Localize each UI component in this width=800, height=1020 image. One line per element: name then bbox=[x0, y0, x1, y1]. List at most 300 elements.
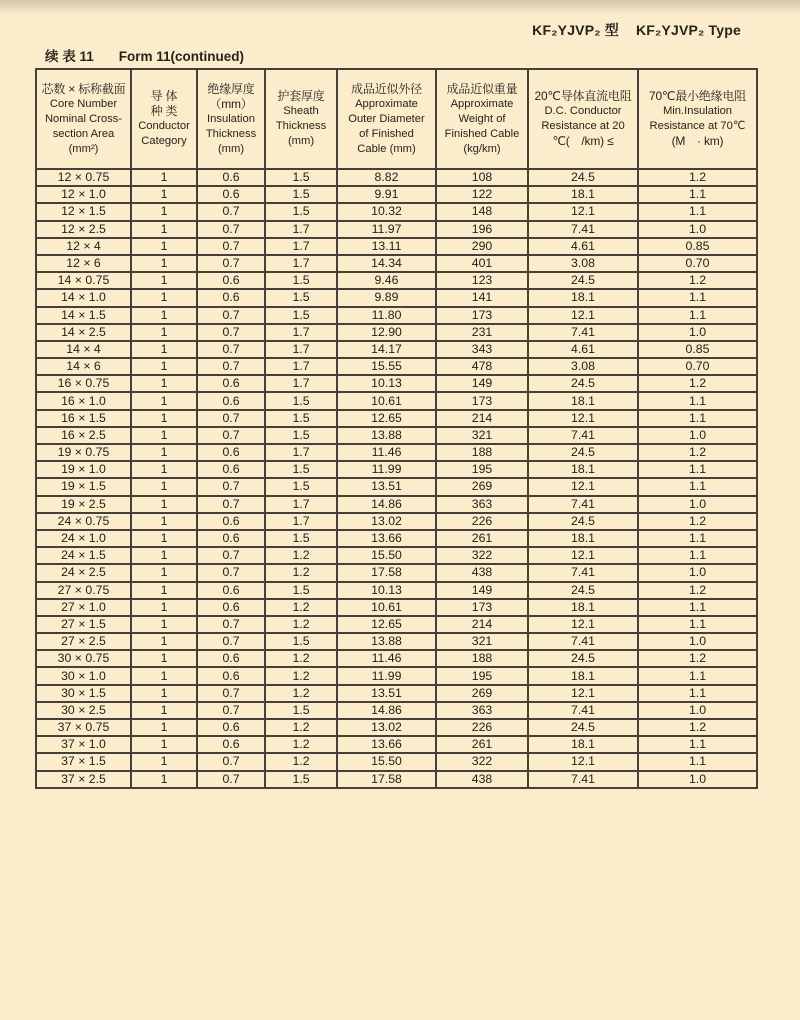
cell-weight: 226 bbox=[436, 513, 528, 530]
cell-dc-resistance: 4.61 bbox=[528, 238, 638, 255]
cell-core-size: 37 × 0.75 bbox=[36, 719, 131, 736]
cell-core-size: 12 × 1.5 bbox=[36, 203, 131, 220]
column-header-line: Core Number bbox=[49, 97, 118, 110]
cell-dc-resistance: 18.1 bbox=[528, 461, 638, 478]
table-row bbox=[36, 771, 757, 788]
cell-sheath-thickness: 1.5 bbox=[265, 478, 337, 495]
cell-conductor-category: 1 bbox=[131, 427, 197, 444]
cell-insulation-thickness: 0.7 bbox=[197, 616, 265, 633]
column-header-line: 芯数 × 标称截面 bbox=[41, 81, 126, 96]
cell-outer-diameter: 13.02 bbox=[337, 719, 436, 736]
table-row bbox=[36, 530, 757, 547]
cell-core-size: 24 × 0.75 bbox=[36, 513, 131, 530]
header-row bbox=[36, 69, 757, 169]
cell-weight: 363 bbox=[436, 702, 528, 719]
cell-sheath-thickness: 1.7 bbox=[265, 221, 337, 238]
cell-sheath-thickness: 1.2 bbox=[265, 616, 337, 633]
cell-min-insulation-resistance: 1.1 bbox=[638, 616, 757, 633]
cell-dc-resistance: 7.41 bbox=[528, 496, 638, 513]
cell-weight: 363 bbox=[436, 496, 528, 513]
cell-dc-resistance: 18.1 bbox=[528, 186, 638, 203]
table-row bbox=[36, 496, 757, 513]
cell-min-insulation-resistance: 1.0 bbox=[638, 702, 757, 719]
cell-conductor-category: 1 bbox=[131, 410, 197, 427]
cell-dc-resistance: 24.5 bbox=[528, 650, 638, 667]
cell-sheath-thickness: 1.5 bbox=[265, 702, 337, 719]
cell-conductor-category: 1 bbox=[131, 461, 197, 478]
cell-outer-diameter: 10.13 bbox=[337, 375, 436, 392]
cell-weight: 188 bbox=[436, 444, 528, 461]
cell-min-insulation-resistance: 1.0 bbox=[638, 564, 757, 581]
table-row bbox=[36, 685, 757, 702]
cell-outer-diameter: 11.46 bbox=[337, 650, 436, 667]
cell-dc-resistance: 24.5 bbox=[528, 719, 638, 736]
cell-outer-diameter: 14.86 bbox=[337, 496, 436, 513]
cell-dc-resistance: 4.61 bbox=[528, 341, 638, 358]
cell-conductor-category: 1 bbox=[131, 238, 197, 255]
table-row bbox=[36, 513, 757, 530]
column-header-line: Cable (mm) bbox=[357, 142, 416, 155]
cell-outer-diameter: 15.50 bbox=[337, 547, 436, 564]
cell-min-insulation-resistance: 1.2 bbox=[638, 650, 757, 667]
cell-outer-diameter: 9.46 bbox=[337, 272, 436, 289]
cell-weight: 321 bbox=[436, 427, 528, 444]
column-header-line: 20℃导体直流电阻 bbox=[534, 89, 632, 103]
cell-core-size: 12 × 6 bbox=[36, 255, 131, 272]
cell-weight: 173 bbox=[436, 307, 528, 324]
cell-weight: 269 bbox=[436, 685, 528, 702]
table-caption bbox=[45, 45, 244, 65]
cell-conductor-category: 1 bbox=[131, 272, 197, 289]
column-header-line: 成品近似外径 bbox=[351, 81, 422, 96]
cell-outer-diameter: 12.90 bbox=[337, 324, 436, 341]
cell-dc-resistance: 12.1 bbox=[528, 685, 638, 702]
column-header-line: (mm) bbox=[217, 142, 245, 155]
cell-sheath-thickness: 1.2 bbox=[265, 753, 337, 770]
cell-outer-diameter: 17.58 bbox=[337, 564, 436, 581]
table-row bbox=[36, 341, 757, 358]
cell-core-size: 30 × 2.5 bbox=[36, 702, 131, 719]
cell-outer-diameter: 12.65 bbox=[337, 616, 436, 633]
cell-min-insulation-resistance: 1.0 bbox=[638, 221, 757, 238]
cell-outer-diameter: 8.82 bbox=[337, 169, 436, 186]
cell-sheath-thickness: 1.5 bbox=[265, 169, 337, 186]
cell-outer-diameter: 15.50 bbox=[337, 753, 436, 770]
cell-min-insulation-resistance: 1.1 bbox=[638, 392, 757, 409]
cell-min-insulation-resistance: 1.2 bbox=[638, 169, 757, 186]
cell-weight: 122 bbox=[436, 186, 528, 203]
table-row bbox=[36, 169, 757, 186]
cell-sheath-thickness: 1.7 bbox=[265, 324, 337, 341]
cell-min-insulation-resistance: 1.0 bbox=[638, 427, 757, 444]
cell-conductor-category: 1 bbox=[131, 324, 197, 341]
cell-sheath-thickness: 1.2 bbox=[265, 650, 337, 667]
column-header-line: Weight of bbox=[458, 112, 506, 125]
cell-sheath-thickness: 1.2 bbox=[265, 599, 337, 616]
table-row bbox=[36, 203, 757, 220]
table-row bbox=[36, 221, 757, 238]
cell-conductor-category: 1 bbox=[131, 736, 197, 753]
column-header-core-size bbox=[36, 69, 131, 169]
column-header-line: Finished Cable bbox=[444, 127, 520, 140]
cell-sheath-thickness: 1.5 bbox=[265, 530, 337, 547]
cell-min-insulation-resistance: 1.1 bbox=[638, 289, 757, 306]
cell-sheath-thickness: 1.5 bbox=[265, 582, 337, 599]
table-caption-en: Form 11(continued) bbox=[118, 49, 245, 64]
cell-conductor-category: 1 bbox=[131, 667, 197, 684]
cell-conductor-category: 1 bbox=[131, 358, 197, 375]
column-header-line: 70℃最小绝缘电阻 bbox=[648, 89, 747, 103]
cell-insulation-thickness: 0.6 bbox=[197, 392, 265, 409]
cell-insulation-thickness: 0.6 bbox=[197, 289, 265, 306]
column-header-line: Resistance at 20 bbox=[541, 120, 625, 132]
cable-type-label-en: KF₂YJVP₂ Type bbox=[635, 22, 741, 38]
cell-sheath-thickness: 1.7 bbox=[265, 496, 337, 513]
cell-weight: 401 bbox=[436, 255, 528, 272]
cell-min-insulation-resistance: 1.0 bbox=[638, 633, 757, 650]
cell-insulation-thickness: 0.7 bbox=[197, 410, 265, 427]
column-header-line: 种 类 bbox=[150, 104, 178, 118]
table-row bbox=[36, 427, 757, 444]
cell-core-size: 19 × 0.75 bbox=[36, 444, 131, 461]
cell-weight: 196 bbox=[436, 221, 528, 238]
cell-core-size: 16 × 2.5 bbox=[36, 427, 131, 444]
cell-sheath-thickness: 1.7 bbox=[265, 341, 337, 358]
cell-sheath-thickness: 1.7 bbox=[265, 255, 337, 272]
cell-outer-diameter: 11.80 bbox=[337, 307, 436, 324]
cell-conductor-category: 1 bbox=[131, 255, 197, 272]
cell-weight: 231 bbox=[436, 324, 528, 341]
table-row bbox=[36, 461, 757, 478]
cell-min-insulation-resistance: 1.1 bbox=[638, 667, 757, 684]
column-header-line: Outer Diameter bbox=[348, 112, 425, 125]
cell-outer-diameter: 12.65 bbox=[337, 410, 436, 427]
table-row bbox=[36, 324, 757, 341]
cell-min-insulation-resistance: 1.1 bbox=[638, 410, 757, 427]
cell-conductor-category: 1 bbox=[131, 496, 197, 513]
cell-weight: 226 bbox=[436, 719, 528, 736]
cell-outer-diameter: 13.51 bbox=[337, 685, 436, 702]
column-header-line: 护套厚度 bbox=[277, 89, 325, 103]
cell-core-size: 27 × 1.0 bbox=[36, 599, 131, 616]
cell-insulation-thickness: 0.7 bbox=[197, 255, 265, 272]
cell-conductor-category: 1 bbox=[131, 221, 197, 238]
cell-core-size: 16 × 1.5 bbox=[36, 410, 131, 427]
cell-core-size: 12 × 0.75 bbox=[36, 169, 131, 186]
cell-sheath-thickness: 1.7 bbox=[265, 444, 337, 461]
cell-weight: 214 bbox=[436, 410, 528, 427]
cell-weight: 141 bbox=[436, 289, 528, 306]
column-header-weight bbox=[436, 69, 528, 169]
column-header-line: Approximate bbox=[450, 97, 514, 110]
cell-outer-diameter: 13.66 bbox=[337, 736, 436, 753]
cell-min-insulation-resistance: 1.2 bbox=[638, 375, 757, 392]
table-row bbox=[36, 358, 757, 375]
cell-sheath-thickness: 1.5 bbox=[265, 289, 337, 306]
cell-sheath-thickness: 1.2 bbox=[265, 685, 337, 702]
cell-min-insulation-resistance: 1.1 bbox=[638, 307, 757, 324]
cell-conductor-category: 1 bbox=[131, 599, 197, 616]
column-header-line: ℃( /km) ≤ bbox=[552, 134, 614, 148]
column-header-conductor-category bbox=[131, 69, 197, 169]
cell-conductor-category: 1 bbox=[131, 753, 197, 770]
cell-min-insulation-resistance: 0.85 bbox=[638, 341, 757, 358]
cell-insulation-thickness: 0.6 bbox=[197, 582, 265, 599]
cell-sheath-thickness: 1.5 bbox=[265, 186, 337, 203]
cell-insulation-thickness: 0.6 bbox=[197, 186, 265, 203]
cell-core-size: 24 × 1.5 bbox=[36, 547, 131, 564]
cell-conductor-category: 1 bbox=[131, 530, 197, 547]
spec-table-header bbox=[36, 69, 757, 169]
cell-insulation-thickness: 0.7 bbox=[197, 341, 265, 358]
cell-dc-resistance: 24.5 bbox=[528, 375, 638, 392]
cell-core-size: 14 × 2.5 bbox=[36, 324, 131, 341]
table-row bbox=[36, 667, 757, 684]
cell-conductor-category: 1 bbox=[131, 186, 197, 203]
column-header-line: Nominal Cross- bbox=[44, 112, 123, 125]
cell-sheath-thickness: 1.2 bbox=[265, 667, 337, 684]
cell-outer-diameter: 10.61 bbox=[337, 599, 436, 616]
cell-outer-diameter: 13.11 bbox=[337, 238, 436, 255]
cell-core-size: 14 × 1.0 bbox=[36, 289, 131, 306]
cell-outer-diameter: 14.34 bbox=[337, 255, 436, 272]
spec-table-body bbox=[36, 169, 757, 788]
cell-insulation-thickness: 0.7 bbox=[197, 753, 265, 770]
cell-min-insulation-resistance: 1.2 bbox=[638, 272, 757, 289]
table-row bbox=[36, 753, 757, 770]
cell-sheath-thickness: 1.5 bbox=[265, 633, 337, 650]
cell-insulation-thickness: 0.6 bbox=[197, 461, 265, 478]
table-row bbox=[36, 633, 757, 650]
column-header-line: 成品近似重量 bbox=[446, 81, 518, 96]
cell-insulation-thickness: 0.6 bbox=[197, 667, 265, 684]
cell-outer-diameter: 13.51 bbox=[337, 478, 436, 495]
cell-sheath-thickness: 1.5 bbox=[265, 203, 337, 220]
cell-insulation-thickness: 0.7 bbox=[197, 203, 265, 220]
cell-weight: 173 bbox=[436, 599, 528, 616]
cell-dc-resistance: 12.1 bbox=[528, 753, 638, 770]
cell-outer-diameter: 11.46 bbox=[337, 444, 436, 461]
cell-core-size: 27 × 2.5 bbox=[36, 633, 131, 650]
table-row bbox=[36, 186, 757, 203]
cell-insulation-thickness: 0.6 bbox=[197, 375, 265, 392]
cell-min-insulation-resistance: 1.2 bbox=[638, 513, 757, 530]
cell-sheath-thickness: 1.5 bbox=[265, 461, 337, 478]
table-row bbox=[36, 478, 757, 495]
cell-core-size: 19 × 1.0 bbox=[36, 461, 131, 478]
cell-core-size: 27 × 1.5 bbox=[36, 616, 131, 633]
cell-dc-resistance: 18.1 bbox=[528, 530, 638, 547]
cell-conductor-category: 1 bbox=[131, 650, 197, 667]
cell-sheath-thickness: 1.5 bbox=[265, 410, 337, 427]
cell-outer-diameter: 10.61 bbox=[337, 392, 436, 409]
cell-insulation-thickness: 0.7 bbox=[197, 358, 265, 375]
cell-weight: 321 bbox=[436, 633, 528, 650]
cell-min-insulation-resistance: 1.1 bbox=[638, 530, 757, 547]
cell-conductor-category: 1 bbox=[131, 564, 197, 581]
cell-insulation-thickness: 0.7 bbox=[197, 633, 265, 650]
cell-core-size: 14 × 6 bbox=[36, 358, 131, 375]
cell-insulation-thickness: 0.6 bbox=[197, 444, 265, 461]
cell-dc-resistance: 7.41 bbox=[528, 702, 638, 719]
cell-conductor-category: 1 bbox=[131, 771, 197, 788]
cell-insulation-thickness: 0.6 bbox=[197, 530, 265, 547]
cell-sheath-thickness: 1.7 bbox=[265, 358, 337, 375]
cell-insulation-thickness: 0.6 bbox=[197, 650, 265, 667]
cell-min-insulation-resistance: 1.2 bbox=[638, 582, 757, 599]
column-header-line: 绝缘厚度 bbox=[207, 81, 255, 96]
column-header-sheath-thickness bbox=[265, 69, 337, 169]
cell-outer-diameter: 13.88 bbox=[337, 427, 436, 444]
cell-conductor-category: 1 bbox=[131, 169, 197, 186]
cell-min-insulation-resistance: 1.2 bbox=[638, 444, 757, 461]
cell-dc-resistance: 18.1 bbox=[528, 599, 638, 616]
cell-insulation-thickness: 0.7 bbox=[197, 427, 265, 444]
cell-sheath-thickness: 1.7 bbox=[265, 238, 337, 255]
cell-dc-resistance: 18.1 bbox=[528, 667, 638, 684]
cell-core-size: 30 × 1.5 bbox=[36, 685, 131, 702]
cell-weight: 261 bbox=[436, 736, 528, 753]
cell-conductor-category: 1 bbox=[131, 547, 197, 564]
cell-insulation-thickness: 0.6 bbox=[197, 719, 265, 736]
cell-conductor-category: 1 bbox=[131, 307, 197, 324]
cell-weight: 149 bbox=[436, 375, 528, 392]
cell-min-insulation-resistance: 1.0 bbox=[638, 771, 757, 788]
cell-core-size: 19 × 2.5 bbox=[36, 496, 131, 513]
cell-weight: 269 bbox=[436, 478, 528, 495]
table-row bbox=[36, 375, 757, 392]
cell-min-insulation-resistance: 1.1 bbox=[638, 685, 757, 702]
cell-weight: 149 bbox=[436, 582, 528, 599]
cell-insulation-thickness: 0.6 bbox=[197, 513, 265, 530]
cell-outer-diameter: 11.97 bbox=[337, 221, 436, 238]
cell-min-insulation-resistance: 0.85 bbox=[638, 238, 757, 255]
cell-min-insulation-resistance: 1.1 bbox=[638, 599, 757, 616]
cell-dc-resistance: 12.1 bbox=[528, 478, 638, 495]
cell-core-size: 37 × 2.5 bbox=[36, 771, 131, 788]
cell-conductor-category: 1 bbox=[131, 392, 197, 409]
cell-insulation-thickness: 0.7 bbox=[197, 324, 265, 341]
cell-core-size: 12 × 1.0 bbox=[36, 186, 131, 203]
cell-outer-diameter: 17.58 bbox=[337, 771, 436, 788]
cell-weight: 195 bbox=[436, 667, 528, 684]
cable-spec-table bbox=[35, 68, 758, 789]
cell-outer-diameter: 13.66 bbox=[337, 530, 436, 547]
cell-dc-resistance: 24.5 bbox=[528, 272, 638, 289]
cell-sheath-thickness: 1.2 bbox=[265, 719, 337, 736]
cell-min-insulation-resistance: 0.70 bbox=[638, 358, 757, 375]
cell-conductor-category: 1 bbox=[131, 582, 197, 599]
cell-conductor-category: 1 bbox=[131, 203, 197, 220]
table-row bbox=[36, 289, 757, 306]
cell-dc-resistance: 12.1 bbox=[528, 547, 638, 564]
cell-insulation-thickness: 0.7 bbox=[197, 702, 265, 719]
cell-core-size: 27 × 0.75 bbox=[36, 582, 131, 599]
cell-outer-diameter: 14.17 bbox=[337, 341, 436, 358]
cell-min-insulation-resistance: 1.1 bbox=[638, 203, 757, 220]
column-header-outer-diameter bbox=[337, 69, 436, 169]
cell-core-size: 12 × 2.5 bbox=[36, 221, 131, 238]
cell-outer-diameter: 9.91 bbox=[337, 186, 436, 203]
column-header-line: (kg/km) bbox=[463, 142, 501, 155]
cell-sheath-thickness: 1.5 bbox=[265, 272, 337, 289]
cell-core-size: 37 × 1.0 bbox=[36, 736, 131, 753]
cell-core-size: 37 × 1.5 bbox=[36, 753, 131, 770]
cell-conductor-category: 1 bbox=[131, 685, 197, 702]
cell-dc-resistance: 12.1 bbox=[528, 307, 638, 324]
table-row bbox=[36, 392, 757, 409]
cell-outer-diameter: 9.89 bbox=[337, 289, 436, 306]
table-row bbox=[36, 650, 757, 667]
cell-outer-diameter: 13.02 bbox=[337, 513, 436, 530]
column-header-dc-resistance bbox=[528, 69, 638, 169]
cell-sheath-thickness: 1.7 bbox=[265, 375, 337, 392]
cell-min-insulation-resistance: 1.1 bbox=[638, 478, 757, 495]
cell-insulation-thickness: 0.7 bbox=[197, 221, 265, 238]
cell-dc-resistance: 18.1 bbox=[528, 736, 638, 753]
cell-dc-resistance: 3.08 bbox=[528, 358, 638, 375]
column-header-line: Insulation bbox=[207, 112, 255, 125]
column-header-line: (mm²) bbox=[68, 142, 99, 155]
cell-min-insulation-resistance: 1.0 bbox=[638, 324, 757, 341]
table-row bbox=[36, 255, 757, 272]
cell-weight: 123 bbox=[436, 272, 528, 289]
column-header-min-insulation-resistance bbox=[638, 69, 757, 169]
cell-outer-diameter: 13.88 bbox=[337, 633, 436, 650]
cell-sheath-thickness: 1.5 bbox=[265, 307, 337, 324]
cell-conductor-category: 1 bbox=[131, 289, 197, 306]
cell-insulation-thickness: 0.6 bbox=[197, 736, 265, 753]
column-header-line: Thickness bbox=[275, 120, 327, 132]
column-header-line: Approximate bbox=[355, 97, 418, 110]
cell-dc-resistance: 12.1 bbox=[528, 616, 638, 633]
table-row bbox=[36, 307, 757, 324]
cell-insulation-thickness: 0.6 bbox=[197, 272, 265, 289]
cell-weight: 188 bbox=[436, 650, 528, 667]
cell-weight: 173 bbox=[436, 392, 528, 409]
cell-insulation-thickness: 0.7 bbox=[197, 771, 265, 788]
cell-outer-diameter: 10.13 bbox=[337, 582, 436, 599]
table-row bbox=[36, 582, 757, 599]
column-header-line: Sheath bbox=[283, 105, 319, 117]
table-caption-cn: 续 表 11 bbox=[45, 49, 94, 64]
cell-core-size: 24 × 1.0 bbox=[36, 530, 131, 547]
cable-type-label-cn: KF₂YJVP₂ 型 bbox=[532, 22, 619, 38]
cell-conductor-category: 1 bbox=[131, 719, 197, 736]
cell-weight: 290 bbox=[436, 238, 528, 255]
cell-weight: 214 bbox=[436, 616, 528, 633]
table-row bbox=[36, 702, 757, 719]
column-header-line: Category bbox=[141, 135, 187, 147]
cell-min-insulation-resistance: 0.70 bbox=[638, 255, 757, 272]
cell-dc-resistance: 24.5 bbox=[528, 582, 638, 599]
cell-weight: 195 bbox=[436, 461, 528, 478]
cell-dc-resistance: 3.08 bbox=[528, 255, 638, 272]
column-header-line: of Finished bbox=[359, 127, 414, 140]
table-row bbox=[36, 547, 757, 564]
cell-weight: 322 bbox=[436, 547, 528, 564]
column-header-line: section Area bbox=[52, 127, 115, 140]
cell-insulation-thickness: 0.7 bbox=[197, 496, 265, 513]
table-row bbox=[36, 410, 757, 427]
cell-outer-diameter: 10.32 bbox=[337, 203, 436, 220]
table-row bbox=[36, 599, 757, 616]
cell-min-insulation-resistance: 1.0 bbox=[638, 496, 757, 513]
cell-core-size: 12 × 4 bbox=[36, 238, 131, 255]
cell-sheath-thickness: 1.5 bbox=[265, 392, 337, 409]
column-header-line: Resistance at 70℃ bbox=[649, 120, 746, 132]
cell-core-size: 14 × 4 bbox=[36, 341, 131, 358]
